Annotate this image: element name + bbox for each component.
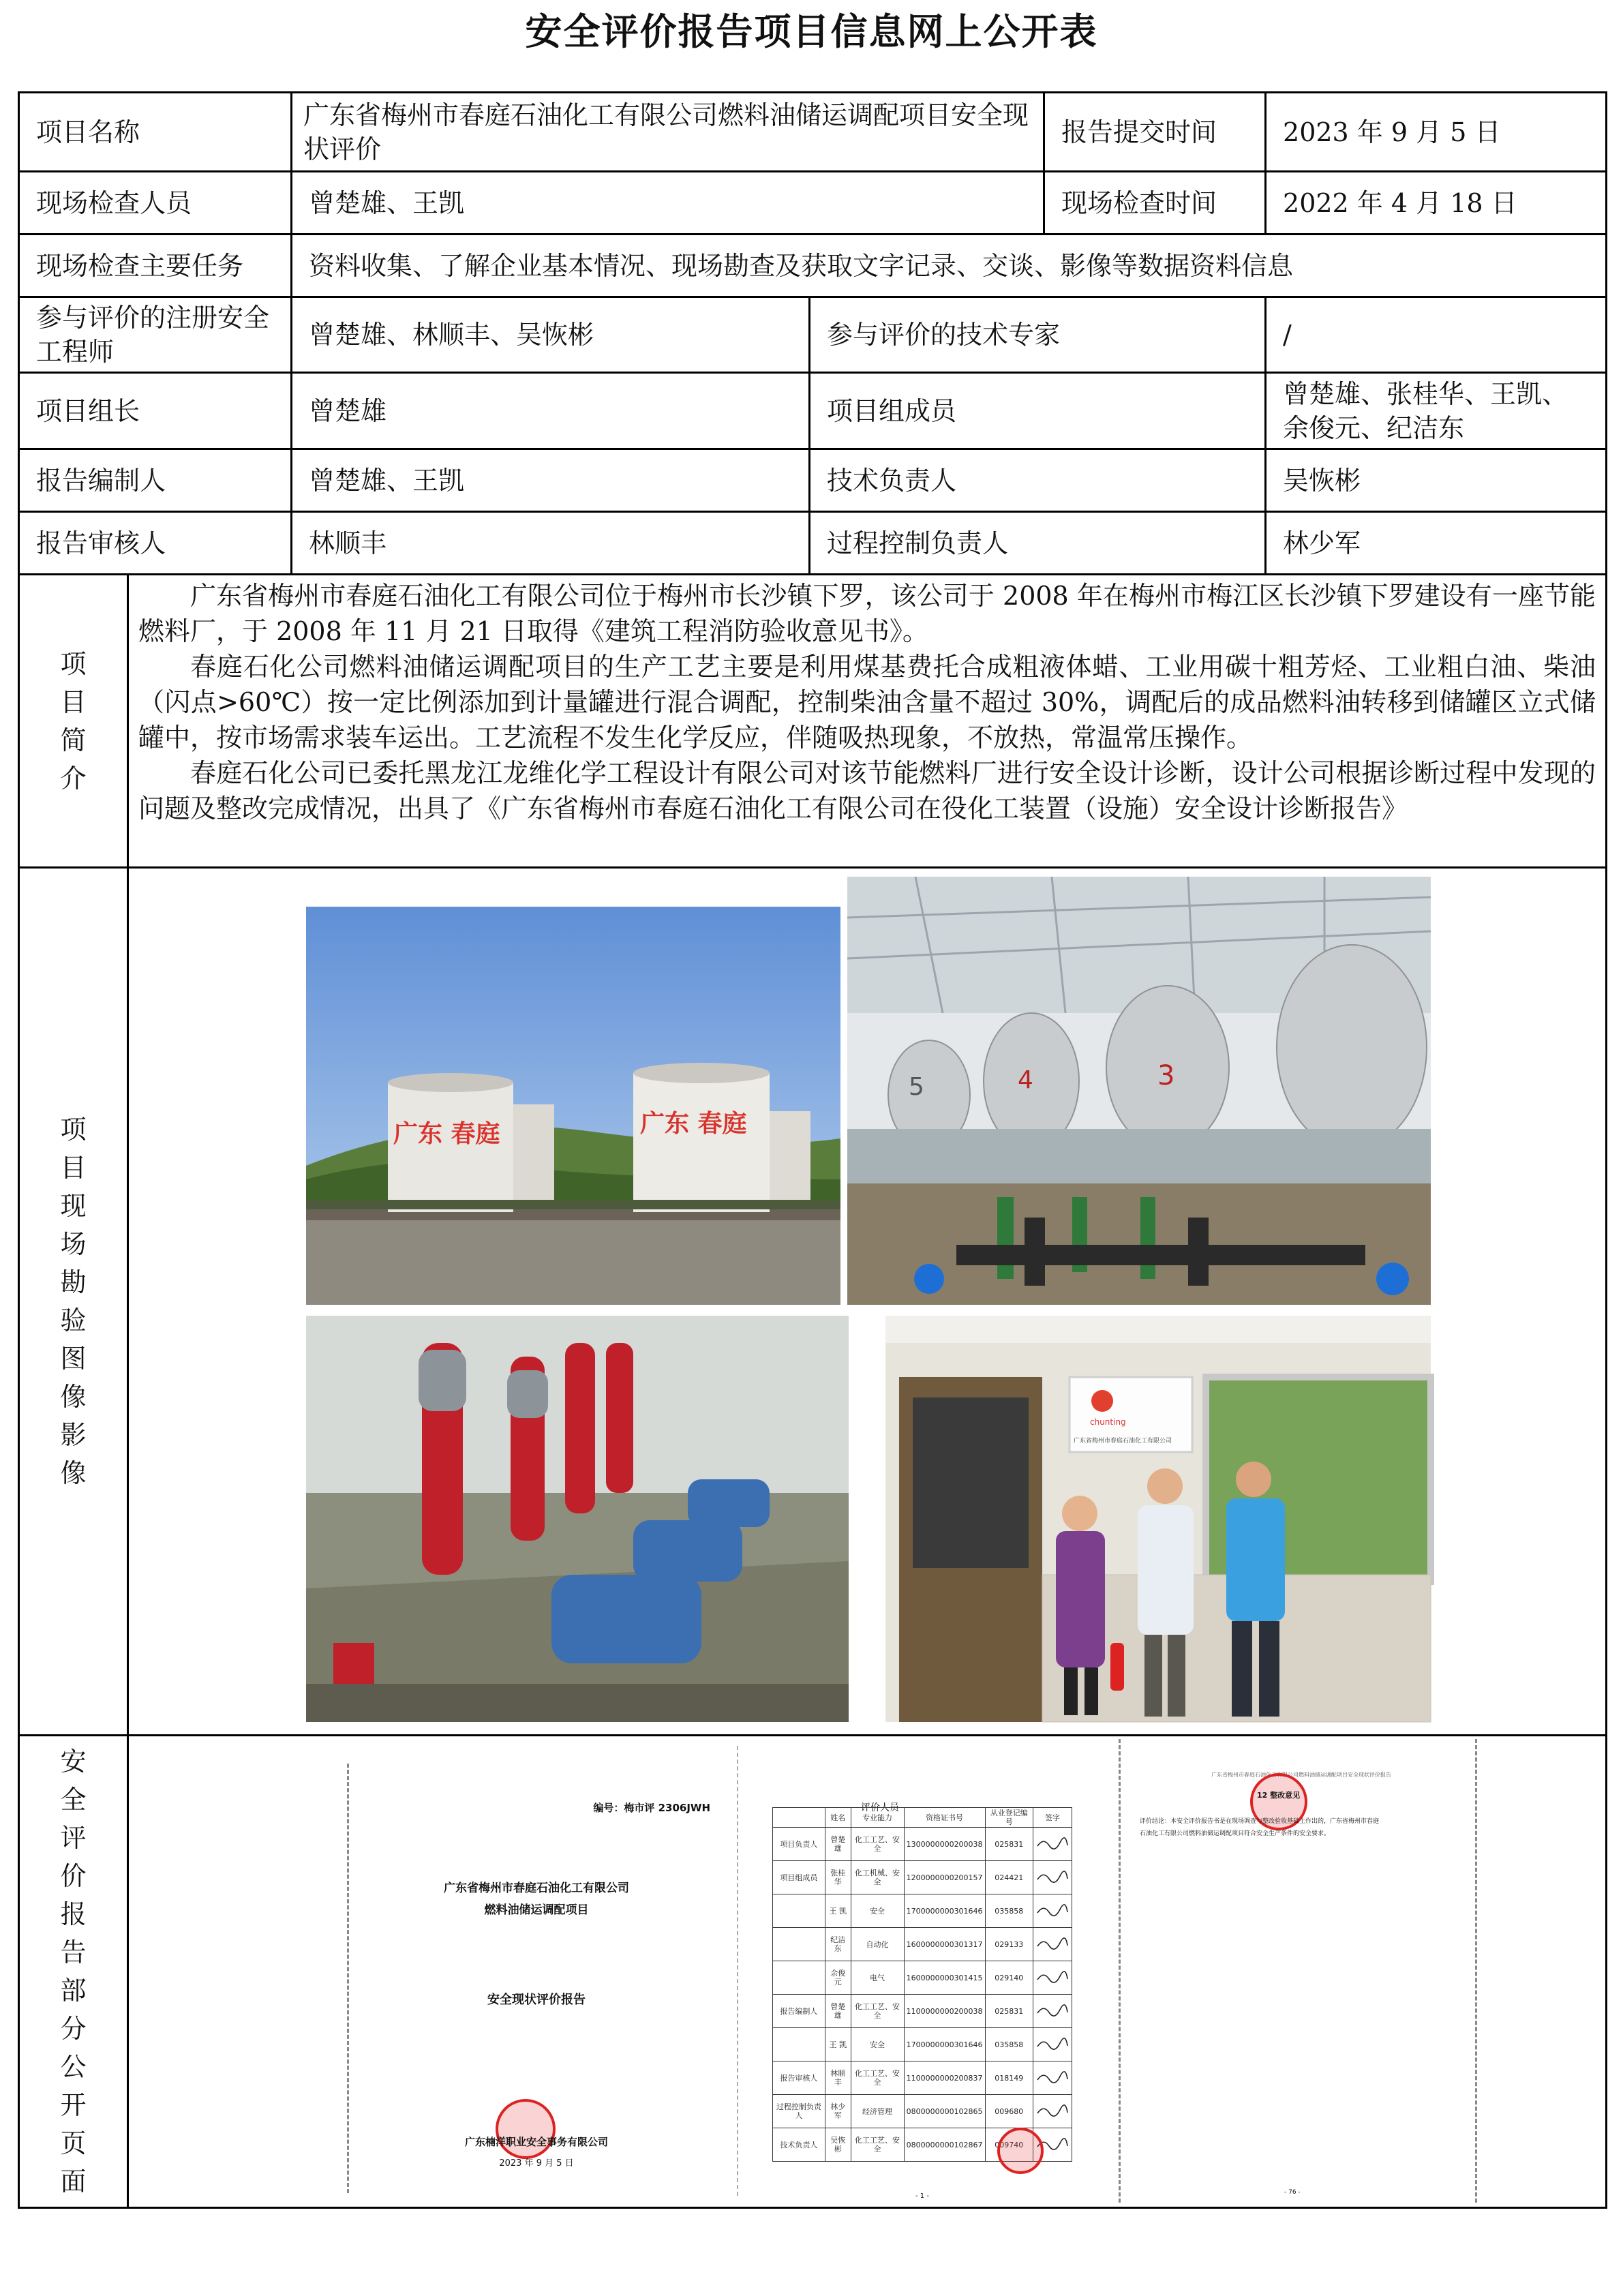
info-table	[18, 91, 1607, 2209]
staff-signature	[1033, 1995, 1072, 2028]
staff-header-sign: 签字	[1033, 1808, 1072, 1828]
staff-cell	[773, 2028, 825, 2061]
staff-cell: 035858	[985, 2028, 1033, 2061]
leader-label: 项目组长	[19, 373, 292, 449]
conclusion-line1: 评价结论：本安全评价报告书是在现场调查与整改验收基础上作出的，广东省梅州市春庭	[1140, 1818, 1380, 1825]
row-engineer	[19, 297, 1607, 373]
photos-cell	[128, 868, 1607, 1736]
staff-cell: 吴恢彬	[825, 2128, 851, 2162]
inspector-label: 现场检查人员	[19, 172, 292, 235]
tank-number-3: 3	[1157, 1060, 1175, 1091]
staff-cell: 林少军	[825, 2095, 851, 2128]
reviewer-value: 林顺丰	[292, 512, 810, 575]
process-label: 过程控制负责人	[810, 512, 1266, 575]
staff-cell	[773, 1961, 825, 1995]
staff-cell: 经济管理	[851, 2095, 904, 2128]
staff-signature	[1033, 1861, 1072, 1894]
intro-body	[128, 575, 1607, 868]
expert-value: /	[1266, 297, 1607, 373]
staff-cell: 1200000000200157	[904, 1861, 985, 1894]
staff-cell: 项目负责人	[773, 1828, 825, 1861]
staff-cell: 1700000000301646	[904, 1894, 985, 1928]
report-staff-page	[737, 1746, 1120, 2200]
engineer-value: 曾楚雄、林顺丰、吴恢彬	[292, 297, 810, 373]
row-reviewer	[19, 512, 1607, 575]
row-intro	[19, 575, 1607, 868]
task-label: 现场检查主要任务	[19, 235, 292, 297]
staff-cell: 0800000000102865	[904, 2095, 985, 2128]
author-label: 报告编制人	[19, 449, 292, 512]
tech-label: 技术负责人	[810, 449, 1266, 512]
row-author	[19, 449, 1607, 512]
photo-office-team	[885, 1316, 1431, 1722]
cover-company-line1: 广东省梅州市春庭石油化工有限公司	[444, 1882, 629, 1895]
staff-row	[773, 1828, 1072, 1861]
intro-label: 项目简介	[19, 575, 128, 868]
staff-cell: 曾楚雄	[825, 1828, 851, 1861]
staff-cell: 曾楚雄	[825, 1995, 851, 2028]
staff-seal	[997, 2128, 1044, 2174]
row-project-name	[19, 93, 1607, 172]
staff-row	[773, 1861, 1072, 1894]
staff-cell: 电气	[851, 1961, 904, 1995]
staff-cell: 029140	[985, 1961, 1033, 1995]
staff-row	[773, 1961, 1072, 1995]
photo-storage-tanks	[306, 907, 840, 1305]
staff-header-role	[773, 1808, 825, 1828]
staff-signature	[1033, 2095, 1072, 2128]
conclusion-line2: 石油化工有限公司燃料油储运调配项目符合安全生产条件的安全要求。	[1140, 1830, 1331, 1837]
staff-row	[773, 2095, 1072, 2128]
page-title: 安全评价报告项目信息网上公开表	[525, 10, 1098, 53]
company-sign-logo-text: chunting	[1090, 1417, 1126, 1427]
staff-cell: 张桂华	[825, 1861, 851, 1894]
staff-cell: 1100000000200837	[904, 2061, 985, 2095]
task-value: 资料收集、了解企业基本情况、现场勘查及获取文字记录、交谈、影像等数据资料信息	[292, 235, 1607, 297]
staff-header-cert: 资格证书号	[904, 1808, 985, 1828]
staff-cell: 009680	[985, 2095, 1033, 2128]
tech-value: 吴恢彬	[1266, 449, 1607, 512]
cover-agency: 广东楠洋职业安全事务有限公司	[464, 2136, 608, 2148]
staff-cell: 林顺丰	[825, 2061, 851, 2095]
staff-cell: 王 凯	[825, 1894, 851, 1928]
row-task	[19, 235, 1607, 297]
staff-cell	[773, 1894, 825, 1928]
staff-cell: 安全	[851, 1894, 904, 1928]
staff-cell: 化工机械、安全	[851, 1861, 904, 1894]
report-cover-page	[347, 1764, 724, 2193]
staff-signature	[1033, 1961, 1072, 1995]
tank-brand-right: 广东 春庭	[640, 1110, 747, 1138]
staff-row	[773, 2061, 1072, 2095]
staff-cell: 纪洁东	[825, 1928, 851, 1961]
row-leader	[19, 373, 1607, 449]
staff-cell: 029133	[985, 1928, 1033, 1961]
row-photos	[19, 868, 1607, 1736]
author-value: 曾楚雄、王凯	[292, 449, 810, 512]
project-name-value: 广东省梅州市春庭石油化工有限公司燃料油储运调配项目安全现状评价	[292, 93, 1044, 172]
conclusion-footer: - 76 -	[1284, 2189, 1301, 2196]
staff-cell: 0800000000102867	[904, 2128, 985, 2162]
staff-signature	[1033, 2028, 1072, 2061]
intro-paragraph-2: 春庭石化公司燃料油储运调配项目的生产工艺主要是利用煤基费托合成粗液体蜡、工业用碳十粗芳烃、工业粗白油、柴油（闪点>60℃）按一定比例添加到计量罐进行混合调配，控制柴油含量不超过 30%，调配后的成品燃料油转移到储罐区立式储罐中，按市场需求装车运出。工艺流程不发生化学反应，伴随吸热现象，不放热，常温常压操作。	[138, 652, 1596, 753]
staff-row	[773, 1995, 1072, 2028]
photo-pumps	[306, 1316, 849, 1722]
staff-signature	[1033, 1828, 1072, 1861]
tank-brand-left: 广东 春庭	[393, 1120, 500, 1148]
staff-table	[772, 1807, 1072, 2162]
staff-cell: 化工工艺、安全	[851, 1828, 904, 1861]
intro-paragraph-3: 春庭石化公司已委托黑龙江龙维化学工程设计有限公司对该节能燃料厂进行安全设计诊断，设计公司根据诊断过程中发现的问题及整改完成情况，出具了《广东省梅州市春庭石油化工有限公司在役化工装置（设施）安全设计诊断报告》	[138, 758, 1596, 824]
leader-value: 曾楚雄	[292, 373, 810, 449]
staff-cell: 1600000000301317	[904, 1928, 985, 1961]
staff-row	[773, 1894, 1072, 1928]
staff-cell: 1700000000301646	[904, 2028, 985, 2061]
staff-row	[773, 1928, 1072, 1961]
tank-number-4: 4	[1018, 1066, 1033, 1094]
staff-row	[773, 2028, 1072, 2061]
staff-signature	[1033, 2061, 1072, 2095]
staff-header-skill: 专业能力	[851, 1808, 904, 1828]
inspect-time-value: 2022 年 4 月 18 日	[1266, 172, 1607, 235]
submit-time-value: 2023 年 9 月 5 日	[1266, 93, 1607, 172]
intro-paragraph-1: 广东省梅州市春庭石油化工有限公司位于梅州市长沙镇下罗，该公司于 2008 年在梅州市梅江区长沙镇下罗建设有一座节能燃料厂，于 2008 年 11 月 21 日取得《建筑工程消防验收意见书》。	[138, 581, 1596, 646]
inspector-value: 曾楚雄、王凯	[292, 172, 1044, 235]
cover-number: 编号：梅市评 2306JWH	[593, 1802, 710, 1814]
staff-cell: 技术负责人	[773, 2128, 825, 2162]
staff-cell: 余俊元	[825, 1961, 851, 1995]
members-value: 曾楚雄、张桂华、王凯、余俊元、纪洁东	[1266, 373, 1607, 449]
staff-cell: 安全	[851, 2028, 904, 2061]
conclusion-heading: 12 整改意见	[1257, 1791, 1301, 1800]
company-sign-name: 广东省梅州市春庭石油化工有限公司	[1074, 1438, 1172, 1445]
staff-cell: 025831	[985, 1995, 1033, 2028]
inspect-time-label: 现场检查时间	[1044, 172, 1266, 235]
engineer-label: 参与评价的注册安全工程师	[19, 297, 292, 373]
process-value: 林少军	[1266, 512, 1607, 575]
cover-report-type: 安全现状评价报告	[487, 1993, 586, 2007]
expert-label: 参与评价的技术专家	[810, 297, 1266, 373]
project-name-label: 项目名称	[19, 93, 292, 172]
tank-number-5: 5	[909, 1073, 924, 1101]
staff-header-name: 姓名	[825, 1808, 851, 1828]
staff-cell: 024421	[985, 1861, 1033, 1894]
staff-cell: 化工工艺、安全	[851, 2061, 904, 2095]
staff-header-reg: 从业登记编号	[985, 1808, 1033, 1828]
staff-page-title: 评价人员	[861, 1802, 899, 1813]
photos-label: 项目现场勘验图像影像	[19, 868, 128, 1736]
staff-signature	[1033, 1928, 1072, 1961]
staff-cell: 035858	[985, 1894, 1033, 1928]
staff-cell: 项目组成员	[773, 1861, 825, 1894]
report-conclusion-page	[1119, 1739, 1477, 2203]
photo-horizontal-tanks	[847, 877, 1431, 1305]
staff-cell: 化工工艺、安全	[851, 2128, 904, 2162]
staff-cell: 报告编制人	[773, 1995, 825, 2028]
staff-cell: 009740	[985, 2128, 1033, 2162]
row-pages	[19, 1736, 1607, 2208]
staff-signature	[1033, 1894, 1072, 1928]
staff-cell: 1600000000301415	[904, 1961, 985, 1995]
staff-cell: 化工工艺、安全	[851, 1995, 904, 2028]
staff-rows	[773, 1828, 1072, 2162]
staff-cell	[773, 1928, 825, 1961]
reviewer-label: 报告审核人	[19, 512, 292, 575]
staff-cell: 025831	[985, 1828, 1033, 1861]
staff-cell: 王 凯	[825, 2028, 851, 2061]
staff-cell: 报告审核人	[773, 2061, 825, 2095]
cover-company-line2: 燃料油储运调配项目	[484, 1903, 589, 1917]
staff-page-footer: - 1 -	[915, 2192, 929, 2200]
cover-date: 2023 年 9 月 5 日	[499, 2158, 574, 2169]
staff-cell: 过程控制负责人	[773, 2095, 825, 2128]
staff-cell: 自动化	[851, 1928, 904, 1961]
staff-cell: 1100000000200038	[904, 1995, 985, 2028]
pages-label: 安全评价报告部分公开页面	[19, 1736, 128, 2208]
submit-time-label: 报告提交时间	[1044, 93, 1266, 172]
members-label: 项目组成员	[810, 373, 1266, 449]
staff-cell: 018149	[985, 2061, 1033, 2095]
pages-cell	[128, 1736, 1607, 2208]
staff-cell: 1300000000200038	[904, 1828, 985, 1861]
conclusion-header: 广东省梅州市春庭石油化工有限公司燃料油储运调配项目安全现状评价报告	[1211, 1772, 1391, 1778]
row-inspector	[19, 172, 1607, 235]
